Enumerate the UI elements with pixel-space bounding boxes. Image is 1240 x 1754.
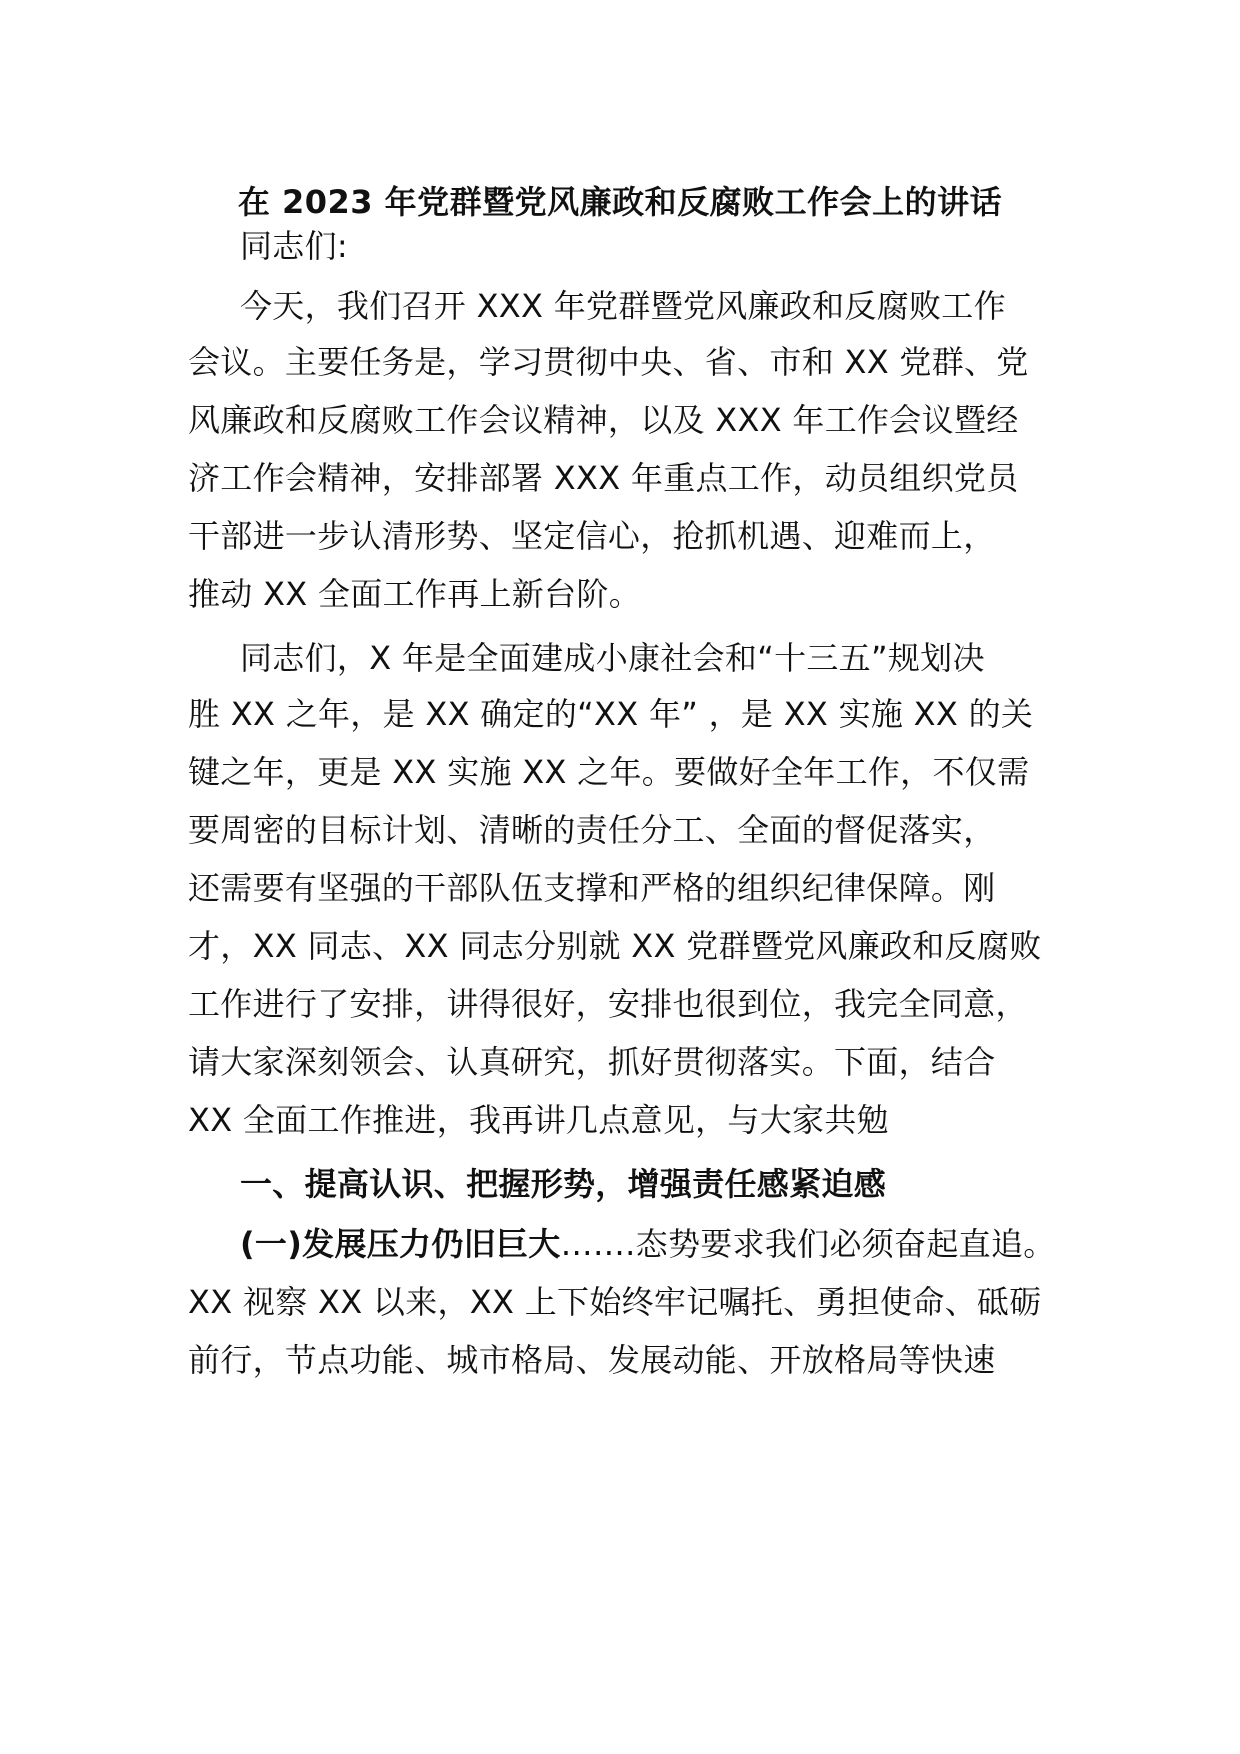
paragraph-line: 请大家深刻领会、认真研究，抓好贯彻落实。下面，结合 — [188, 1043, 996, 1081]
paragraph-line: 会议。主要任务是，学习贯彻中央、省、市和 XX 党群、党 — [188, 343, 1029, 381]
salutation: 同志们: — [240, 227, 348, 265]
paragraph-line: 风廉政和反腐败工作会议精神，以及 XXX 年工作会议暨经 — [188, 401, 1019, 439]
paragraph-line: 济工作会精神，安排部署 XXX 年重点工作，动员组织党员 — [188, 459, 1019, 497]
subsection-text: 态势要求我们必须奋起直追。 — [635, 1225, 1056, 1263]
paragraph-line: 工作进行了安排，讲得很好，安排也很到位，我完全同意， — [188, 985, 1028, 1023]
document-title: 在 2023 年党群暨党风廉政和反腐败工作会上的讲话 — [237, 183, 1003, 221]
paragraph-line: 前行，节点功能、城市格局、发展动能、开放格局等快速 — [188, 1341, 996, 1379]
paragraph-line: XX 全面工作推进，我再讲几点意见，与大家共勉 — [188, 1101, 889, 1139]
paragraph-line: 要周密的目标计划、清晰的责任分工、全面的督促落实， — [188, 811, 996, 849]
paragraph-line: 推动 XX 全面工作再上新台阶。 — [188, 575, 641, 613]
paragraph-line: 今天，我们召开 XXX 年党群暨党风廉政和反腐败工作 — [240, 287, 1006, 325]
paragraph-line: 胜 XX 之年，是 XX 确定的“XX 年” ，是 XX 实施 XX 的关 — [188, 695, 1034, 733]
paragraph-line: 才，XX 同志、XX 同志分别就 XX 党群暨党风廉政和反腐败 — [188, 927, 1042, 965]
subsection-line — [240, 1222, 1070, 1266]
ellipsis: ……. — [560, 1225, 636, 1263]
paragraph-line: 干部进一步认清形势、坚定信心，抢抓机遇、迎难而上， — [188, 517, 996, 555]
subsection-heading: (一)发展压力仍旧巨大 — [240, 1225, 561, 1263]
paragraph-line: 同志们，X 年是全面建成小康社会和“十三五”规划决 — [240, 639, 985, 677]
section-heading: 一、提高认识、把握形势，增强责任感紧迫感 — [240, 1165, 887, 1203]
paragraph-line: 还需要有坚强的干部队伍支撑和严格的组织纪律保障。刚 — [188, 869, 996, 907]
paragraph-line: 键之年，更是 XX 实施 XX 之年。要做好全年工作，不仅需 — [188, 753, 1030, 791]
paragraph-line: XX 视察 XX 以来，XX 上下始终牢记嘱托、勇担使命、砥砺 — [188, 1283, 1042, 1321]
